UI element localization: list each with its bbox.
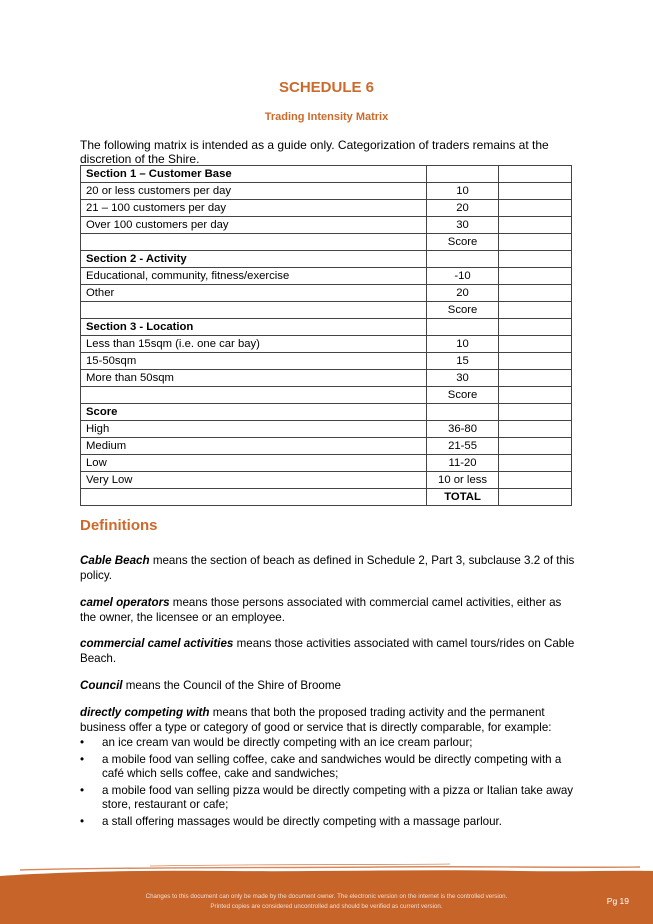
- list-item: [80, 736, 580, 751]
- table-row: [81, 217, 572, 234]
- points-cell: 20: [427, 285, 498, 302]
- points-cell: 10: [427, 336, 498, 353]
- definition-commercial-camel-activities: [80, 637, 576, 666]
- table-row: [81, 421, 572, 438]
- criterion-cell: High: [81, 421, 427, 438]
- definition-text: means that both the proposed trading activity and the permanent business offer a type or category of good or service that is directly comparable, for example:: [80, 706, 552, 734]
- definition-term: camel operators: [80, 596, 170, 609]
- points-cell: -10: [427, 268, 498, 285]
- matrix-subtitle: Trading Intensity Matrix: [264, 111, 389, 123]
- entry-cell: [498, 489, 571, 506]
- table-row: [81, 251, 572, 268]
- entry-cell: [498, 353, 571, 370]
- criterion-cell: Very Low: [81, 472, 427, 489]
- list-item: [80, 753, 580, 782]
- criterion-cell: [81, 302, 427, 319]
- criterion-cell: Less than 15sqm (i.e. one car bay): [81, 336, 427, 353]
- list-item-text: an ice cream van would be directly competing with an ice cream parlour;: [102, 736, 473, 749]
- definition-camel-operators: [80, 596, 576, 625]
- schedule-title: SCHEDULE 6: [278, 79, 375, 96]
- entry-cell: [498, 404, 571, 421]
- entry-cell: [498, 421, 571, 438]
- definition-council: [80, 679, 576, 694]
- entry-cell: [498, 438, 571, 455]
- list-item-text: a mobile food van selling coffee, cake and sandwiches would be directly competing with a café which sells coffee, cake and sandwiches;: [102, 752, 562, 780]
- criterion-cell: Over 100 customers per day: [81, 217, 427, 234]
- footer-notice-line-2: Printed copies are considered uncontrolled and should be verified as current version.: [210, 903, 443, 910]
- criterion-cell: Score: [81, 404, 427, 421]
- criterion-cell: [81, 387, 427, 404]
- criterion-cell: 15-50sqm: [81, 353, 427, 370]
- page-number: Pg 19: [606, 896, 629, 906]
- definition-term: directly competing with: [80, 706, 210, 719]
- criterion-cell: 21 – 100 customers per day: [81, 200, 427, 217]
- table-row: [81, 353, 572, 370]
- entry-cell: [498, 455, 571, 472]
- trading-intensity-table: [80, 165, 572, 506]
- table-row: [81, 166, 572, 183]
- list-item: [80, 815, 580, 830]
- table-row: [81, 455, 572, 472]
- bullet-icon: •: [80, 752, 85, 766]
- definition-text: means those persons associated with commercial camel activities, either as the owner, the licensee or an employee.: [80, 596, 562, 624]
- table-row: [81, 438, 572, 455]
- definitions-heading: Definitions: [80, 517, 158, 534]
- table-row: [81, 370, 572, 387]
- footer-band: [0, 876, 653, 924]
- entry-cell: [498, 268, 571, 285]
- definition-directly-competing: [80, 706, 576, 735]
- points-cell: [427, 251, 498, 268]
- table-row: [81, 336, 572, 353]
- entry-cell: [498, 251, 571, 268]
- entry-cell: [498, 472, 571, 489]
- table-row: [81, 268, 572, 285]
- competing-examples-list: [80, 736, 580, 831]
- criterion-cell: Section 2 - Activity: [81, 251, 427, 268]
- list-item: [80, 784, 580, 813]
- definition-term: Cable Beach: [80, 554, 150, 567]
- table-row: [81, 302, 572, 319]
- points-cell: [427, 166, 498, 183]
- points-cell: 30: [427, 370, 498, 387]
- list-item-text: a stall offering massages would be directly competing with a massage parlour.: [102, 814, 502, 828]
- bullet-icon: •: [80, 783, 85, 797]
- entry-cell: [498, 370, 571, 387]
- definition-term: commercial camel activities: [80, 637, 234, 650]
- points-cell: Score: [427, 234, 498, 251]
- table-row: [81, 234, 572, 251]
- points-cell: [427, 319, 498, 336]
- table-row: [81, 285, 572, 302]
- entry-cell: [498, 285, 571, 302]
- bullet-icon: •: [80, 814, 85, 828]
- entry-cell: [498, 302, 571, 319]
- points-cell: Score: [427, 302, 498, 319]
- table-row: [81, 489, 572, 506]
- points-cell: 36-80: [427, 421, 498, 438]
- points-cell: 20: [427, 200, 498, 217]
- table-row: [81, 200, 572, 217]
- definition-text: means the Council of the Shire of Broome: [122, 679, 341, 692]
- table-row: [81, 472, 572, 489]
- criterion-cell: More than 50sqm: [81, 370, 427, 387]
- entry-cell: [498, 217, 571, 234]
- table-row: [81, 183, 572, 200]
- points-cell: 11-20: [427, 455, 498, 472]
- list-item-text: a mobile food van selling pizza would be directly competing with a pizza or Italian take away store, restaurant or cafe;: [102, 783, 574, 811]
- entry-cell: [498, 319, 571, 336]
- criterion-cell: [81, 234, 427, 251]
- points-cell: [427, 404, 498, 421]
- points-cell: 21-55: [427, 438, 498, 455]
- criterion-cell: 20 or less customers per day: [81, 183, 427, 200]
- table-row: [81, 404, 572, 421]
- points-cell: 30: [427, 217, 498, 234]
- definition-text: means those activities associated with camel tours/rides on Cable Beach.: [80, 637, 575, 665]
- definition-cable-beach: [80, 554, 576, 583]
- intro-paragraph: The following matrix is intended as a guide only. Categorization of traders remains at the discretion of the Shire.: [80, 138, 549, 166]
- points-cell: Score: [427, 387, 498, 404]
- definition-term: Council: [80, 679, 123, 692]
- definition-text: means the section of beach as defined in Schedule 2, Part 3, subclause 3.2 of this policy.: [80, 554, 575, 582]
- criterion-cell: Educational, community, fitness/exercise: [81, 268, 427, 285]
- entry-cell: [498, 200, 571, 217]
- criterion-cell: Other: [81, 285, 427, 302]
- entry-cell: [498, 336, 571, 353]
- footer-notice-line-1: Changes to this document can only be made by the document owner. The electronic version on the internet is the controlled version.: [145, 893, 508, 900]
- entry-cell: [498, 166, 571, 183]
- bullet-icon: •: [80, 736, 85, 749]
- points-cell: 10 or less: [427, 472, 498, 489]
- criterion-cell: Section 3 - Location: [81, 319, 427, 336]
- criterion-cell: Medium: [81, 438, 427, 455]
- entry-cell: [498, 234, 571, 251]
- entry-cell: [498, 183, 571, 200]
- criterion-cell: Low: [81, 455, 427, 472]
- points-cell: 10: [427, 183, 498, 200]
- criterion-cell: Section 1 – Customer Base: [81, 166, 427, 183]
- table-row: [81, 319, 572, 336]
- points-cell: 15: [427, 353, 498, 370]
- entry-cell: [498, 387, 571, 404]
- points-cell: TOTAL: [427, 489, 498, 506]
- criterion-cell: [81, 489, 427, 506]
- table-row: [81, 387, 572, 404]
